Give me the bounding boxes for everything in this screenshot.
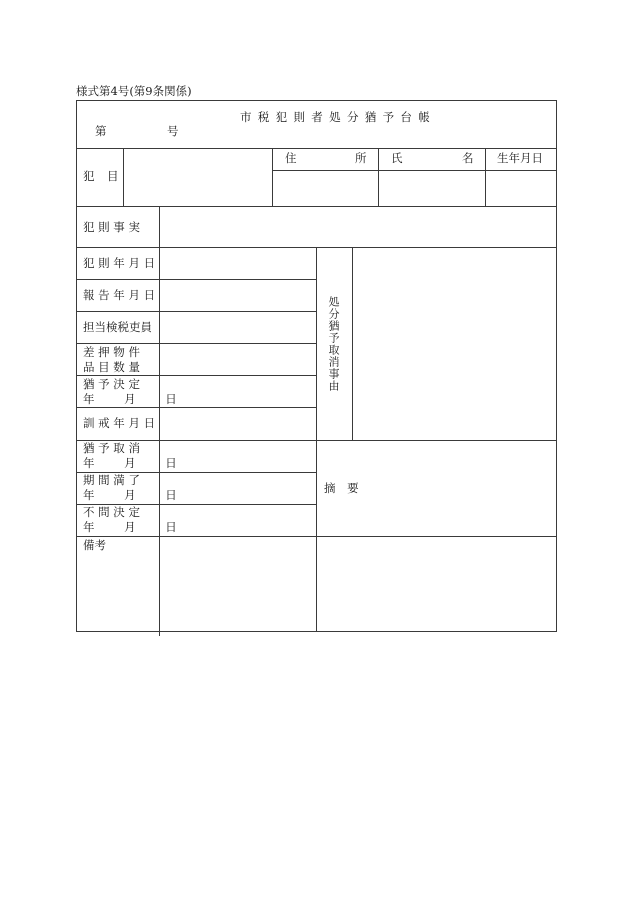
no-action-label-1: 不 問 決 定 (83, 505, 140, 519)
period-expiry-label-1: 期 間 満 了 (83, 473, 140, 487)
cancel-reason-label: 処分猶予取消事由 (327, 296, 340, 392)
violation-date-label: 犯 則 年 月 日 (83, 256, 156, 270)
birthdate-label: 生年月日 (497, 151, 543, 165)
deferral-decision-label-1: 猶 予 決 定 (83, 377, 140, 391)
seized-items-label-2: 品 目 数 量 (83, 360, 140, 374)
number-prefix: 第 (95, 124, 107, 138)
remarks-label: 備考 (83, 538, 106, 552)
deferral-cancel-label-1: 猶 予 取 消 (83, 441, 140, 455)
deferral-cancel-label-2: 年 月 日 (83, 456, 177, 470)
form-number: 様式第4号(第9条関係) (76, 84, 192, 98)
deferral-decision-label-2: 年 月 日 (83, 392, 177, 406)
no-action-label-2: 年 月 日 (83, 520, 177, 534)
admonition-date-label: 訓 戒 年 月 日 (83, 416, 156, 430)
officer-label: 担当検税吏員 (83, 320, 152, 334)
ledger-title: 市税犯則者処分猶予台帳 (240, 110, 437, 124)
period-expiry-label-2: 年 月 日 (83, 488, 177, 502)
address-label-1: 住 (285, 151, 297, 165)
offender-label-2: 目 (107, 169, 119, 183)
number-suffix: 号 (167, 124, 179, 138)
violation-facts-label: 犯 則 事 実 (83, 220, 140, 234)
report-date-label: 報 告 年 月 日 (83, 288, 156, 302)
name-label-2: 名 (462, 151, 474, 165)
address-label-2: 所 (355, 151, 367, 165)
seized-items-label-1: 差 押 物 件 (83, 345, 140, 359)
summary-label: 摘 要 (324, 481, 359, 495)
name-label-1: 氏 (391, 151, 403, 165)
offender-label-1: 犯 (83, 169, 95, 183)
ledger-form (76, 100, 557, 632)
